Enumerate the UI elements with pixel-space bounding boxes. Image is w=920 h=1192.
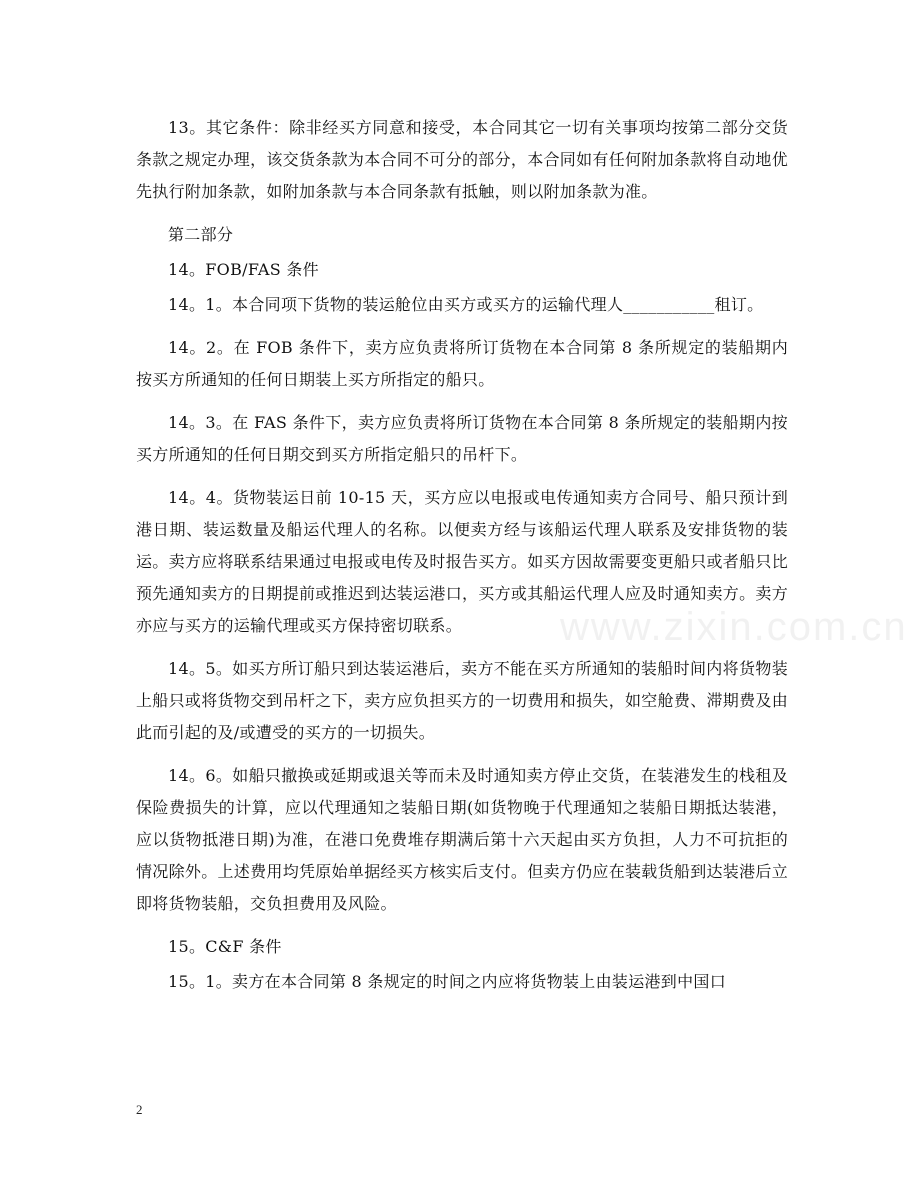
clause-15-1-paragraph: 15。1。卖方在本合同第 8 条规定的时间之内应将货物装上由装运港到中国口 [168, 972, 726, 991]
clause-14-2-paragraph: 14。2。在 FOB 条件下，卖方应负责将所订货物在本合同第 8 条所规定的装船期内按买方所通知的任何日期装上买方所指定的船只。 [136, 338, 788, 389]
clause-14-5-paragraph: 14。5。如买方所订船只到达装运港后，卖方不能在买方所通知的装船时间内将货物装上船只或将货物交到吊杆之下，卖方应负担买方的一切费用和损失，如空舱费、滞期费及由此而引起的及/或遭受的买方的一切损失。 [136, 659, 789, 742]
clause-15-heading: 15。C&F 条件 [168, 937, 282, 956]
clause-14-6-paragraph: 14。6。如船只撤换或延期或退关等而未及时通知卖方停止交货，在装港发生的栈租及保险费损失的计算，应以代理通知之装船日期(如货物晚于代理通知之装船日期抵达装港，应以货物抵港日期)为准，在港口免费堆存期满后第十六天起由买方负担，人力不可抗拒的情况除外。上述费用均凭原始单据经买方核实后支付。但卖方仍应在装载货船到达装港后立即将货物装船，交负担费用及风险。 [136, 766, 789, 913]
clause-14-1-paragraph: 14。1。本合同项下货物的装运舱位由买方或买方的运输代理人___________租订。 [168, 295, 764, 314]
document-body [136, 112, 788, 1009]
clause-14-4-paragraph: 14。4。货物装运日前 10-15 天，买方应以电报或电传通知卖方合同号、船只预计到港日期、装运数量及船运代理人的名称。以便卖方经与该船运代理人联系及安排货物的装运。卖方应将联系结果通过电报或电传及时报告买方。如买方因故需要变更船只或者船只比预先通知卖方的日期提前或推迟到达装运港口，买方或其船运代理人应及时通知卖方。卖方亦应与买方的运输代理或买方保持密切联系。 [136, 488, 789, 635]
clause-13-paragraph: 13。其它条件：除非经买方同意和接受，本合同其它一切有关事项均按第二部分交货条款之规定办理，该交货条款为本合同不可分的部分，本合同如有任何附加条款将自动地优先执行附加条款，如附加条款与本合同条款有抵触，则以附加条款为准。 [136, 118, 789, 201]
site-watermark: www.zixin.com.cn [560, 605, 908, 649]
section-heading-part-two: 第二部分 [168, 225, 234, 244]
page-number: 2 [136, 1102, 143, 1117]
clause-14-3-paragraph: 14。3。在 FAS 条件下，卖方应负责将所订货物在本合同第 8 条所规定的装船期内按买方所通知的任何日期交到买方所指定船只的吊杆下。 [136, 413, 788, 464]
clause-14-heading: 14。FOB/FAS 条件 [168, 260, 319, 279]
